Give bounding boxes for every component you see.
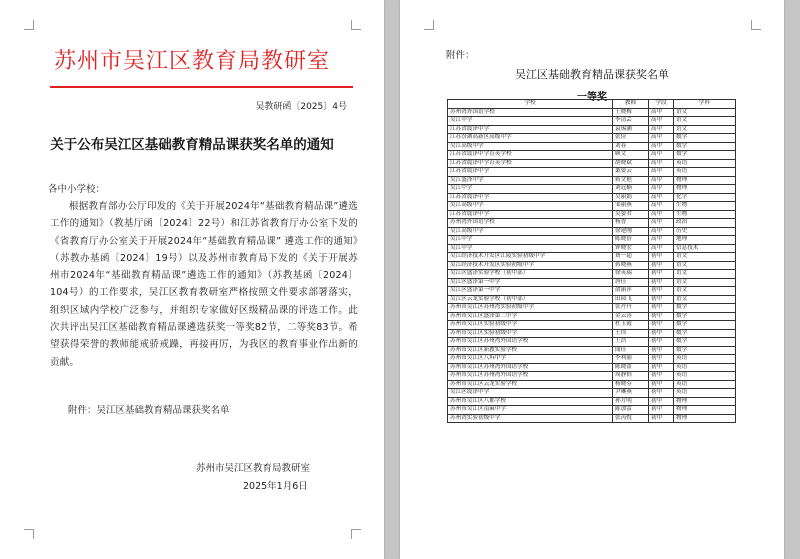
teacher-cell: 蒋文艳 [613,176,649,185]
stage-cell: 高中 [649,108,674,117]
subject-cell: 物理 [674,185,736,194]
school-cell: 吴江区震泽中学 [448,389,613,398]
table-row [448,397,736,406]
table-row [448,253,736,262]
table-row [448,202,736,211]
school-cell: 吴江区盛泽第一中学 [448,287,613,296]
table-row [448,338,736,347]
table-row [448,117,736,126]
school-cell: 苏州市吴江区南麻中学 [448,406,613,415]
table-row [448,168,736,177]
subject-cell: 数学 [674,346,736,355]
stage-cell: 高中 [649,117,674,126]
subject-cell: 语文 [674,261,736,270]
table-row [448,151,736,160]
school-cell: 苏州市吴江区苏州湾实验初级中学 [448,304,613,313]
subject-cell: 英语 [674,159,736,168]
page-corner-mark [751,20,761,30]
stage-cell: 初中 [649,397,674,406]
teacher-cell: 王伟 [613,329,649,338]
teacher-cell: 邹丽燕 [613,202,649,211]
subject-cell: 数学 [674,304,736,313]
stage-cell: 初中 [649,355,674,364]
document-title: 关于公布吴江区基础教育精品课获奖名单的通知 [50,137,334,153]
notice-page [0,0,384,559]
teacher-cell: 胡晓斌 [613,159,649,168]
subject-cell: 化学 [674,193,736,202]
school-cell: 江苏省震泽中学 [448,210,613,219]
school-cell: 江苏汾湖高新区高级中学 [448,134,613,143]
subject-cell: 数学 [674,338,736,347]
award-table-body [448,108,736,423]
school-cell: 苏州湾实验初级中学 [448,414,613,423]
table-row [448,329,736,338]
table-row [448,321,736,330]
teacher-cell: 钟晓宏 [613,244,649,253]
stage-cell: 高中 [649,236,674,245]
teacher-cell: 闻佳 [613,346,649,355]
table-row [448,363,736,372]
stage-cell: 初中 [649,389,674,398]
prize-level-heading: 一等奖 [577,92,607,103]
school-cell: 苏州市吴江区云龙实验学校 [448,380,613,389]
signature-org: 苏州市吴江区教育局教研室 [196,463,311,474]
stage-cell: 初中 [649,338,674,347]
teacher-cell: 唐佳 [613,278,649,287]
attachment-title: 吴江区基础教育精品课获奖名单 [515,68,669,81]
table-row [448,295,736,304]
column-header-stage: 学段 [649,100,674,109]
stage-cell: 初中 [649,253,674,262]
table-row [448,159,736,168]
subject-cell: 物理 [674,397,736,406]
teacher-cell: 吴丽娟 [613,193,649,202]
teacher-cell: 金云涛 [613,312,649,321]
subject-cell: 物理 [674,176,736,185]
table-row [448,261,736,270]
page-corner-mark [351,529,361,539]
table-row [448,210,736,219]
school-cell: 苏州市吴江区八坼中学 [448,355,613,364]
subject-cell: 历史 [674,227,736,236]
stage-cell: 初中 [649,380,674,389]
table-row [448,304,736,313]
subject-cell: 物理 [674,406,736,415]
subject-cell: 语文 [674,287,736,296]
stage-cell: 高中 [649,125,674,134]
school-cell: 苏州市吴江区实验初级中学 [448,329,613,338]
school-cell: 江苏省震泽中学 [448,193,613,202]
subject-cell: 语文 [674,108,736,117]
stage-cell: 高中 [649,193,674,202]
table-row [448,372,736,381]
subject-cell: 英语 [674,355,736,364]
school-cell: 苏州湾外国语学校 [448,219,613,228]
teacher-cell: 田园飞 [613,295,649,304]
table-row [448,414,736,423]
stage-cell: 高中 [649,210,674,219]
table-row [448,287,736,296]
signature-date: 2025年1月6日 [243,481,308,492]
table-row [448,176,736,185]
stage-cell: 高中 [649,151,674,160]
teacher-cell: 桑晏云 [613,168,649,177]
teacher-cell: 刘冠楠 [613,185,649,194]
subject-cell: 生物 [674,202,736,211]
award-table [447,99,736,423]
table-row [448,389,736,398]
stage-cell: 初中 [649,414,674,423]
table-row [448,219,736,228]
subject-cell: 物理 [674,414,736,423]
subject-cell: 地理 [674,236,736,245]
subject-cell: 语文 [674,270,736,279]
subject-cell: 语文 [674,278,736,287]
table-row [448,270,736,279]
stage-cell: 初中 [649,270,674,279]
school-cell: 苏州市吴江区实验初级中学 [448,321,613,330]
school-cell: 苏州湾外国语学校 [448,108,613,117]
teacher-cell: 张俭 [613,134,649,143]
stage-cell: 初中 [649,406,674,415]
stage-cell: 初中 [649,261,674,270]
school-cell: 吴江区盛泽实验学校（初中部） [448,270,613,279]
teacher-cell: 杨晓芬 [613,380,649,389]
teacher-cell: 陈加雷 [613,406,649,415]
table-row [448,355,736,364]
salutation: 各中小学校： [48,184,106,195]
table-row [448,312,736,321]
letterhead-org: 苏州市吴江区教育局教研室 [53,49,330,74]
school-cell: 吴江经济技术开发区江陵实验初级中学 [448,253,613,262]
table-row [448,108,736,117]
school-cell: 江苏省震泽中学育英学校 [448,151,613,160]
subject-cell: 英语 [674,372,736,381]
page-corner-mark [351,20,361,30]
stage-cell: 高中 [649,227,674,236]
table-row [448,134,736,143]
table-row [448,227,736,236]
table-header-row [448,100,736,109]
attachment-note: 附件：吴江区基础教育精品课获奖名单 [68,405,230,416]
stage-cell: 高中 [649,202,674,211]
subject-cell: 英语 [674,363,736,372]
page-corner-mark [24,20,34,30]
school-cell: 吴江经济技术开发区实验初级中学 [448,261,613,270]
school-cell: 苏州市吴江区苏州湾外国语学校 [448,372,613,381]
school-cell: 江苏省震泽中学 [448,125,613,134]
attachment-label: 附件： [446,50,475,61]
teacher-cell: 李利丽 [613,355,649,364]
teacher-cell: 徐英瑞 [613,270,649,279]
stage-cell: 高中 [649,244,674,253]
teacher-cell: 孙方明 [613,397,649,406]
stage-cell: 高中 [649,168,674,177]
teacher-cell: 周静怡 [613,372,649,381]
subject-cell: 数学 [674,321,736,330]
teacher-cell: 王晓梅 [613,108,649,117]
school-cell: 吴江盛泽中学 [448,176,613,185]
subject-cell: 数学 [674,151,736,160]
stage-cell: 初中 [649,295,674,304]
stage-cell: 初中 [649,287,674,296]
school-cell: 吴江中学 [448,244,613,253]
stage-cell: 初中 [649,363,674,372]
stage-cell: 高中 [649,185,674,194]
column-header-subject: 学科 [674,100,736,109]
school-cell: 苏州市吴江区苏州湾外国语学校 [448,363,613,372]
teacher-cell: 吴晏君 [613,210,649,219]
school-cell: 吴江高级中学 [448,142,613,151]
subject-cell: 生物 [674,210,736,219]
teacher-cell: 李清芸 [613,117,649,126]
notice-body: 根据教育部办公厅印发的《关于开展2024年“基础教育精品课”遴选工作的通知》（教基厅函〔2024〕22号）和江苏省教育厅办公室下发的《省教育厅办公室关于开展2024年“基础教育精品课” 遴选工作的通知》（苏教办基函〔2024〕19号）以及苏州市教育局下发的《关于开展苏州市2024年“基础教育精品课”遴选工作的通知》（苏教基函〔2024〕104号）的工作要求，吴江区教育教研室严格按照文件要求部署落实，组织区域内学校广泛参与，并组织专家做好区级精品课的评选工作。此次共评出吴江区基础教育精品课遴选获奖一等奖82节，二等奖83节。希望获得荣誉的教师能戒骄戒躁，再接再厉，为我区的教育事业作出新的贡献。 [50,201,358,368]
subject-cell: 数学 [674,134,736,143]
teacher-cell: 陈晓蕾 [613,363,649,372]
school-cell: 吴江区盛泽第一中学 [448,278,613,287]
school-cell: 苏州市吴江区苏州湾外国语学校 [448,338,613,347]
subject-cell: 语文 [674,125,736,134]
teacher-cell: 顾文 [613,151,649,160]
subject-cell: 政治 [674,219,736,228]
table-row [448,193,736,202]
letterhead-red-rule [50,86,353,88]
school-cell: 江苏省震泽中学育英学校 [448,159,613,168]
table-row [448,346,736,355]
teacher-cell: 杨香 [613,219,649,228]
school-cell: 吴江高级中学 [448,202,613,211]
subject-cell: 数学 [674,312,736,321]
teacher-cell: 俞丽萍 [613,287,649,296]
column-header-school: 学校 [448,100,613,109]
column-header-teacher: 教师 [613,100,649,109]
subject-cell: 语文 [674,295,736,304]
table-row [448,142,736,151]
page-corner-mark [24,529,34,539]
teacher-cell: 王浩 [613,338,649,347]
stage-cell: 高中 [649,142,674,151]
subject-cell: 数学 [674,142,736,151]
school-cell: 吴江中学 [448,185,613,194]
teacher-cell: 徐建刚 [613,227,649,236]
table-row [448,236,736,245]
table-row [448,185,736,194]
subject-cell: 语文 [674,117,736,126]
school-cell: 吴江中学 [448,236,613,245]
teacher-cell: 蒋晓燕 [613,261,649,270]
subject-cell: 数学 [674,329,736,338]
teacher-cell: 张丹丹 [613,304,649,313]
teacher-cell: 费一超 [613,253,649,262]
stage-cell: 高中 [649,219,674,228]
subject-cell: 英语 [674,168,736,177]
stage-cell: 初中 [649,304,674,313]
stage-cell: 初中 [649,321,674,330]
stage-cell: 初中 [649,312,674,321]
stage-cell: 高中 [649,159,674,168]
teacher-cell: 尹琳燕 [613,389,649,398]
table-row [448,244,736,253]
teacher-cell: 张芮悦 [613,414,649,423]
subject-cell: 语文 [674,253,736,262]
stage-cell: 初中 [649,346,674,355]
school-cell: 吴江区云龙实验学校（初中部） [448,295,613,304]
teacher-cell: 刘春 [613,142,649,151]
page-corner-mark [424,20,434,30]
school-cell: 苏州市吴江区八都学校 [448,397,613,406]
subject-cell: 信息技术 [674,244,736,253]
stage-cell: 高中 [649,134,674,143]
stage-cell: 初中 [649,278,674,287]
stage-cell: 高中 [649,176,674,185]
school-cell: 吴江高级中学 [448,227,613,236]
stage-cell: 初中 [649,329,674,338]
school-cell: 苏州市吴江区新教实验学校 [448,346,613,355]
subject-cell: 英语 [674,380,736,389]
teacher-cell: 袁锡涵 [613,125,649,134]
document-number: 吴教研函〔2025〕4号 [255,102,347,112]
table-row [448,406,736,415]
stage-cell: 初中 [649,372,674,381]
school-cell: 江苏省震泽中学 [448,168,613,177]
school-cell: 吴江中学 [448,117,613,126]
table-row [448,278,736,287]
table-row [448,380,736,389]
school-cell: 苏州市吴江区盛泽第二中学 [448,312,613,321]
teacher-cell: 杜玉霞 [613,321,649,330]
subject-cell: 英语 [674,389,736,398]
table-row [448,125,736,134]
attachment-page [400,0,784,559]
teacher-cell: 陈晓蓓 [613,236,649,245]
